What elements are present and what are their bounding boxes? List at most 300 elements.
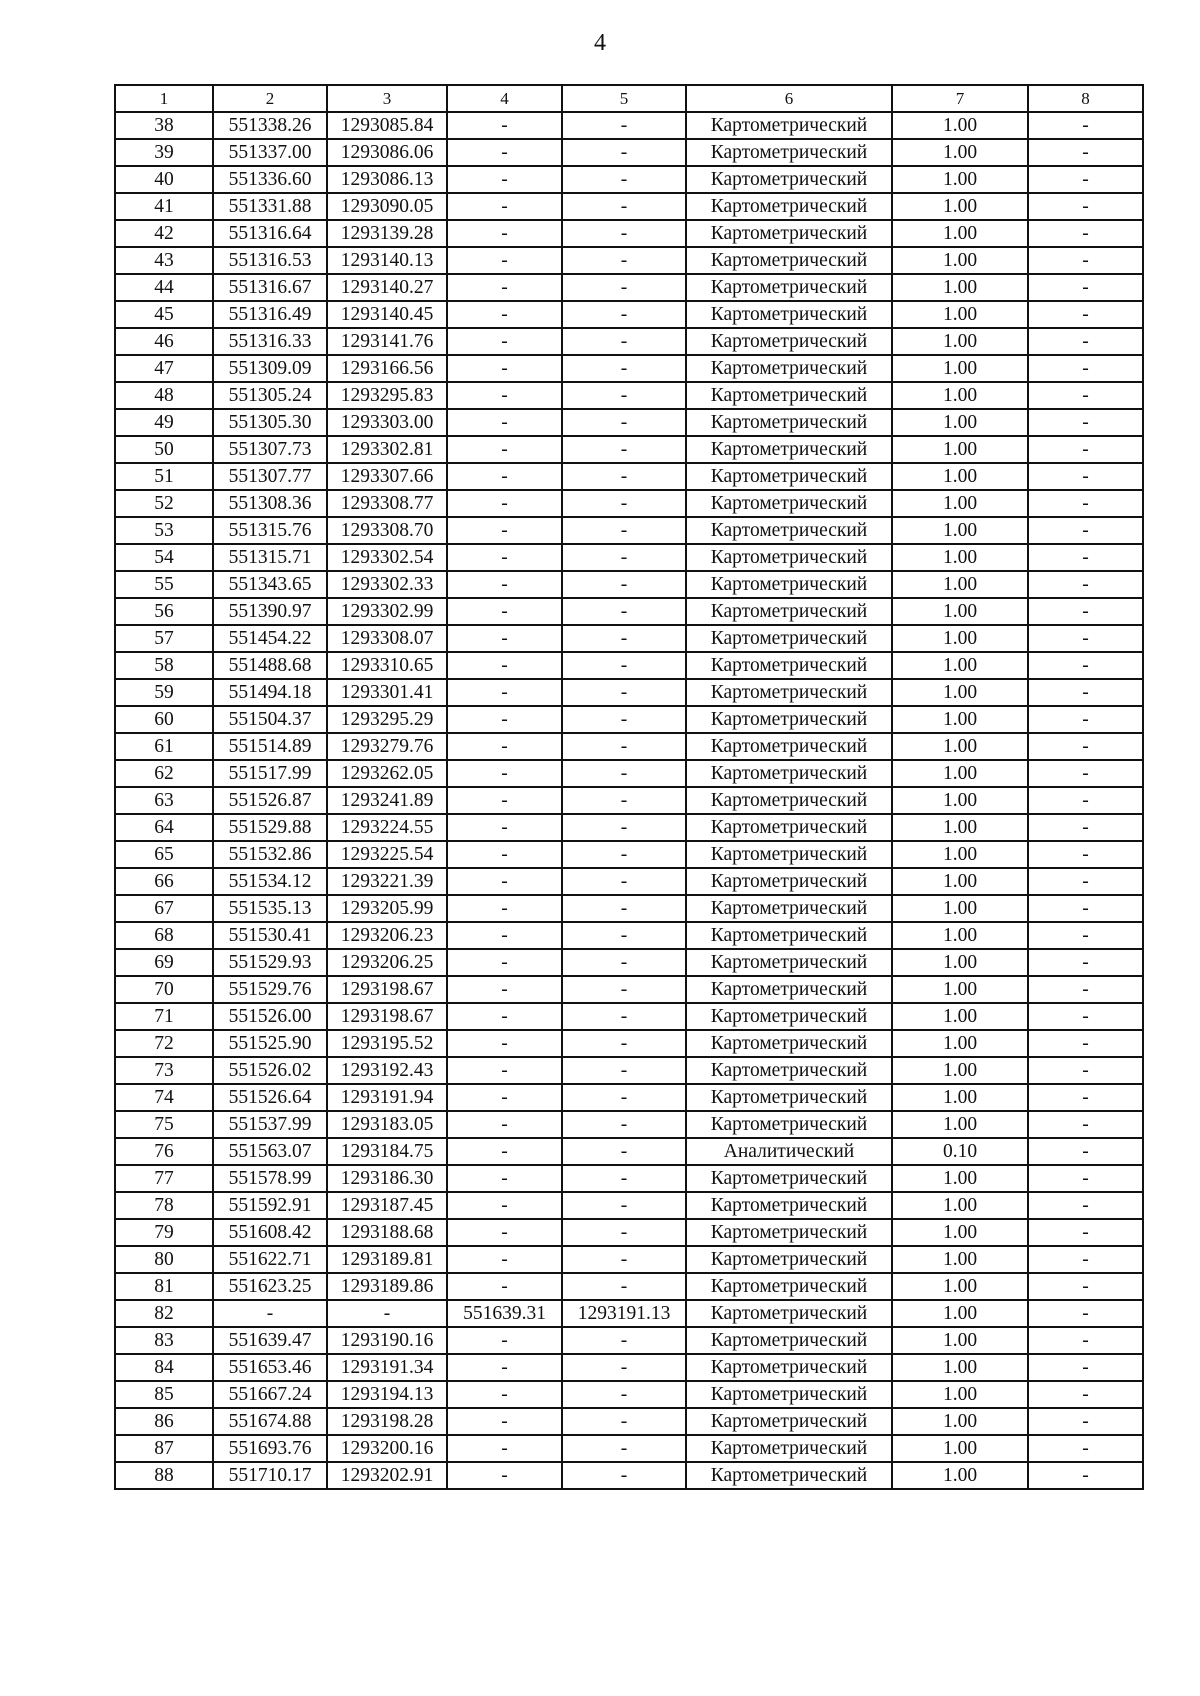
table-cell: 551537.99 <box>213 1111 327 1138</box>
table-cell: 551534.12 <box>213 868 327 895</box>
table-cell: 1.00 <box>892 949 1028 976</box>
table-cell: - <box>447 1138 562 1165</box>
table-cell: - <box>447 436 562 463</box>
table-cell: - <box>562 517 686 544</box>
table-cell: Картометрический <box>686 220 892 247</box>
table-cell: Картометрический <box>686 274 892 301</box>
column-number-cell: 1 <box>115 85 213 112</box>
table-cell: 58 <box>115 652 213 679</box>
table-row <box>115 760 1143 787</box>
table-cell: 551530.41 <box>213 922 327 949</box>
table-cell: 76 <box>115 1138 213 1165</box>
table-cell: Картометрический <box>686 355 892 382</box>
table-cell: 1.00 <box>892 1111 1028 1138</box>
table-cell: - <box>1028 625 1143 652</box>
table-cell: 551315.76 <box>213 517 327 544</box>
table-cell: - <box>1028 679 1143 706</box>
table-cell: 1.00 <box>892 382 1028 409</box>
table-cell: Картометрический <box>686 436 892 463</box>
table-cell: 1293198.67 <box>327 1003 447 1030</box>
table-cell: - <box>562 598 686 625</box>
table-cell: 68 <box>115 922 213 949</box>
table-row <box>115 436 1143 463</box>
table-cell: - <box>562 247 686 274</box>
table-cell: - <box>562 1057 686 1084</box>
table-row <box>115 1003 1143 1030</box>
table-row <box>115 328 1143 355</box>
table-cell: - <box>447 679 562 706</box>
table-cell: - <box>447 193 562 220</box>
table-row <box>115 274 1143 301</box>
column-number-cell: 7 <box>892 85 1028 112</box>
table-cell: - <box>562 1408 686 1435</box>
table-cell: 551526.02 <box>213 1057 327 1084</box>
table-cell: - <box>562 733 686 760</box>
table-cell: Картометрический <box>686 706 892 733</box>
table-cell: - <box>1028 409 1143 436</box>
table-cell: 1293183.05 <box>327 1111 447 1138</box>
table-cell: - <box>562 463 686 490</box>
table-cell: - <box>1028 1165 1143 1192</box>
table-cell: Картометрический <box>686 1327 892 1354</box>
table-cell: - <box>447 409 562 436</box>
table-cell: Картометрический <box>686 814 892 841</box>
table-cell: 551343.65 <box>213 571 327 598</box>
table-cell: - <box>447 1111 562 1138</box>
table-cell: 1.00 <box>892 976 1028 1003</box>
table-cell: 1.00 <box>892 733 1028 760</box>
table-cell: - <box>1028 1003 1143 1030</box>
table-cell: 1293301.41 <box>327 679 447 706</box>
table-cell: 52 <box>115 490 213 517</box>
table-cell: - <box>1028 220 1143 247</box>
table-cell: - <box>562 490 686 517</box>
table-cell: 39 <box>115 139 213 166</box>
table-row <box>115 1273 1143 1300</box>
table-cell: 60 <box>115 706 213 733</box>
table-cell: - <box>562 193 686 220</box>
table-cell: - <box>447 706 562 733</box>
table-cell: - <box>447 787 562 814</box>
table-row <box>115 544 1143 571</box>
table-cell: - <box>327 1300 447 1327</box>
table-cell: 1293224.55 <box>327 814 447 841</box>
table-cell: - <box>562 1084 686 1111</box>
table-cell: - <box>562 1246 686 1273</box>
column-number-cell: 6 <box>686 85 892 112</box>
table-cell: 1.00 <box>892 652 1028 679</box>
table-cell: 1293206.23 <box>327 922 447 949</box>
table-cell: 551307.77 <box>213 463 327 490</box>
table-cell: - <box>1028 598 1143 625</box>
table-cell: 1293191.34 <box>327 1354 447 1381</box>
table-cell: - <box>562 1327 686 1354</box>
table-row <box>115 463 1143 490</box>
table-cell: - <box>447 382 562 409</box>
table-cell: 1293200.16 <box>327 1435 447 1462</box>
table-cell: - <box>1028 1462 1143 1489</box>
table-cell: 1293302.81 <box>327 436 447 463</box>
table-cell: 0.10 <box>892 1138 1028 1165</box>
table-cell: - <box>1028 1111 1143 1138</box>
table-cell: 73 <box>115 1057 213 1084</box>
table-cell: Картометрический <box>686 976 892 1003</box>
table-cell: - <box>447 1273 562 1300</box>
table-cell: - <box>1028 1192 1143 1219</box>
table-cell: Картометрический <box>686 544 892 571</box>
table-cell: 83 <box>115 1327 213 1354</box>
table-cell: - <box>447 1381 562 1408</box>
table-cell: 65 <box>115 841 213 868</box>
table-cell: Картометрический <box>686 841 892 868</box>
table-cell: - <box>562 1462 686 1489</box>
table-cell: - <box>447 112 562 139</box>
table-row <box>115 490 1143 517</box>
table-cell: 1.00 <box>892 1246 1028 1273</box>
table-cell: - <box>1028 139 1143 166</box>
table-cell: - <box>562 220 686 247</box>
table-cell: 1.00 <box>892 625 1028 652</box>
table-cell: Картометрический <box>686 1165 892 1192</box>
table-cell: 54 <box>115 544 213 571</box>
table-cell: Картометрический <box>686 1408 892 1435</box>
table-cell: - <box>447 490 562 517</box>
table-cell: 551316.67 <box>213 274 327 301</box>
table-cell: - <box>562 760 686 787</box>
table-cell: Картометрический <box>686 517 892 544</box>
table-cell: Картометрический <box>686 1030 892 1057</box>
table-row <box>115 841 1143 868</box>
table-cell: 1293308.70 <box>327 517 447 544</box>
table-cell: 1.00 <box>892 1354 1028 1381</box>
table-cell: - <box>1028 274 1143 301</box>
table-row <box>115 976 1143 1003</box>
table-cell: 1293310.65 <box>327 652 447 679</box>
table-cell: 1293184.75 <box>327 1138 447 1165</box>
table-cell: 78 <box>115 1192 213 1219</box>
table-cell: - <box>447 760 562 787</box>
table-cell: - <box>562 274 686 301</box>
table-row <box>115 1408 1143 1435</box>
table-cell: - <box>447 922 562 949</box>
table-cell: - <box>562 1030 686 1057</box>
table-row <box>115 625 1143 652</box>
table-cell: - <box>1028 382 1143 409</box>
table-cell: 1293188.68 <box>327 1219 447 1246</box>
table-cell: 1.00 <box>892 1300 1028 1327</box>
table-cell: - <box>447 949 562 976</box>
table-cell: 1.00 <box>892 1435 1028 1462</box>
table-cell: 38 <box>115 112 213 139</box>
table-cell: - <box>562 1138 686 1165</box>
table-cell: 1293205.99 <box>327 895 447 922</box>
table-cell: 551454.22 <box>213 625 327 652</box>
table-cell: 1.00 <box>892 598 1028 625</box>
table-cell: - <box>1028 463 1143 490</box>
table-cell: Картометрический <box>686 787 892 814</box>
table-cell: - <box>562 1165 686 1192</box>
table-cell: - <box>562 544 686 571</box>
table-cell: Картометрический <box>686 1003 892 1030</box>
table-row <box>115 598 1143 625</box>
table-cell: - <box>447 976 562 1003</box>
table-row <box>115 868 1143 895</box>
table-cell: Картометрический <box>686 328 892 355</box>
table-row <box>115 949 1143 976</box>
table-cell: 1.00 <box>892 1462 1028 1489</box>
table-cell: 1293090.05 <box>327 193 447 220</box>
table-cell: - <box>1028 1138 1143 1165</box>
table-cell: 50 <box>115 436 213 463</box>
table-cell: 1293295.29 <box>327 706 447 733</box>
table-cell: 551693.76 <box>213 1435 327 1462</box>
table-cell: - <box>562 976 686 1003</box>
table-cell: 551563.07 <box>213 1138 327 1165</box>
table-cell: - <box>1028 301 1143 328</box>
table-row <box>115 679 1143 706</box>
table-cell: - <box>1028 112 1143 139</box>
page-number: 4 <box>594 30 606 56</box>
table-cell: - <box>1028 247 1143 274</box>
table-cell: 1293190.16 <box>327 1327 447 1354</box>
table-cell: 1.00 <box>892 1273 1028 1300</box>
table-row <box>115 382 1143 409</box>
table-cell: - <box>1028 544 1143 571</box>
table-cell: Картометрический <box>686 922 892 949</box>
table-row <box>115 1192 1143 1219</box>
table-cell: 55 <box>115 571 213 598</box>
table-cell: 1.00 <box>892 787 1028 814</box>
table-cell: - <box>447 895 562 922</box>
table-cell: 1.00 <box>892 220 1028 247</box>
table-cell: - <box>1028 1057 1143 1084</box>
table-cell: 551529.88 <box>213 814 327 841</box>
table-cell: - <box>447 1354 562 1381</box>
table-cell: 1293221.39 <box>327 868 447 895</box>
table-cell: 82 <box>115 1300 213 1327</box>
table-cell: 1293139.28 <box>327 220 447 247</box>
table-cell: - <box>1028 571 1143 598</box>
table-cell: - <box>562 382 686 409</box>
table-cell: 1.00 <box>892 328 1028 355</box>
table-cell: Картометрический <box>686 1192 892 1219</box>
table-row <box>115 922 1143 949</box>
table-cell: - <box>1028 706 1143 733</box>
table-cell: 551623.25 <box>213 1273 327 1300</box>
table-cell: 1.00 <box>892 139 1028 166</box>
table-cell: - <box>1028 1030 1143 1057</box>
table-cell: 551535.13 <box>213 895 327 922</box>
coordinates-table <box>114 84 1144 1490</box>
table-cell: - <box>562 409 686 436</box>
table-cell: 1.00 <box>892 301 1028 328</box>
table-cell: - <box>447 814 562 841</box>
table-cell: 62 <box>115 760 213 787</box>
table-cell: 1.00 <box>892 1408 1028 1435</box>
table-cell: - <box>1028 922 1143 949</box>
table-cell: 1.00 <box>892 544 1028 571</box>
table-cell: 551529.76 <box>213 976 327 1003</box>
table-cell: 1.00 <box>892 1084 1028 1111</box>
table-cell: 1293189.81 <box>327 1246 447 1273</box>
table-cell: - <box>447 166 562 193</box>
table-cell: - <box>447 328 562 355</box>
table-cell: - <box>1028 490 1143 517</box>
table-row <box>115 1327 1143 1354</box>
table-cell: - <box>1028 1354 1143 1381</box>
table-row <box>115 733 1143 760</box>
table-row <box>115 355 1143 382</box>
table-row <box>115 409 1143 436</box>
table-cell: - <box>1028 949 1143 976</box>
table-cell: 1293225.54 <box>327 841 447 868</box>
table-cell: 85 <box>115 1381 213 1408</box>
table-cell: 1.00 <box>892 760 1028 787</box>
table-cell: 1.00 <box>892 922 1028 949</box>
table-cell: - <box>562 1381 686 1408</box>
table-cell: - <box>562 949 686 976</box>
table-cell: Картометрический <box>686 139 892 166</box>
table-cell: Картометрический <box>686 1462 892 1489</box>
table-cell: - <box>447 1219 562 1246</box>
table-cell: Картометрический <box>686 733 892 760</box>
table-cell: 551578.99 <box>213 1165 327 1192</box>
table-cell: 551526.00 <box>213 1003 327 1030</box>
table-row <box>115 166 1143 193</box>
table-cell: 1293191.94 <box>327 1084 447 1111</box>
table-cell: - <box>1028 436 1143 463</box>
table-row <box>115 1300 1143 1327</box>
table-cell: - <box>562 1435 686 1462</box>
table-cell: 67 <box>115 895 213 922</box>
table-row <box>115 814 1143 841</box>
table-cell: - <box>562 301 686 328</box>
table-cell: - <box>1028 193 1143 220</box>
table-cell: - <box>562 1111 686 1138</box>
table-cell: - <box>1028 1381 1143 1408</box>
table-cell: 47 <box>115 355 213 382</box>
table-cell: - <box>447 1192 562 1219</box>
table-cell: - <box>1028 760 1143 787</box>
table-cell: - <box>447 1246 562 1273</box>
table-cell: Картометрический <box>686 625 892 652</box>
table-cell: 71 <box>115 1003 213 1030</box>
table-cell: 1293140.45 <box>327 301 447 328</box>
column-number-cell: 2 <box>213 85 327 112</box>
table-cell: - <box>1028 895 1143 922</box>
table-cell: 1293140.27 <box>327 274 447 301</box>
table-row <box>115 517 1143 544</box>
table-cell: - <box>562 922 686 949</box>
table-cell: 551504.37 <box>213 706 327 733</box>
table-cell: 551525.90 <box>213 1030 327 1057</box>
table-cell: 551494.18 <box>213 679 327 706</box>
table-row <box>115 1165 1143 1192</box>
table-cell: 551517.99 <box>213 760 327 787</box>
table-cell: 551488.68 <box>213 652 327 679</box>
table-cell: - <box>562 1219 686 1246</box>
table-cell: - <box>562 895 686 922</box>
table-cell: 551336.60 <box>213 166 327 193</box>
table-cell: 79 <box>115 1219 213 1246</box>
table-row <box>115 1057 1143 1084</box>
table-cell: 1.00 <box>892 517 1028 544</box>
table-cell: 551529.93 <box>213 949 327 976</box>
column-number-cell: 4 <box>447 85 562 112</box>
table-cell: - <box>447 1084 562 1111</box>
table-cell: - <box>447 1462 562 1489</box>
table-cell: 1.00 <box>892 1057 1028 1084</box>
table-cell: - <box>562 328 686 355</box>
table-cell: - <box>1028 652 1143 679</box>
table-cell: 1.00 <box>892 1165 1028 1192</box>
table-cell: 551316.33 <box>213 328 327 355</box>
table-cell: Картометрический <box>686 463 892 490</box>
table-row <box>115 1138 1143 1165</box>
table-cell: 1293308.77 <box>327 490 447 517</box>
table-cell: - <box>447 220 562 247</box>
table-cell: 1293141.76 <box>327 328 447 355</box>
table-cell: - <box>562 787 686 814</box>
table-cell: Картометрический <box>686 949 892 976</box>
table-cell: 1.00 <box>892 814 1028 841</box>
table-cell: - <box>1028 1408 1143 1435</box>
table-cell: 1293302.54 <box>327 544 447 571</box>
table-cell: 551316.53 <box>213 247 327 274</box>
table-cell: - <box>447 571 562 598</box>
table-cell: - <box>447 733 562 760</box>
column-number-cell: 8 <box>1028 85 1143 112</box>
table-cell: - <box>1028 328 1143 355</box>
table-cell: Картометрический <box>686 679 892 706</box>
table-cell: 1293140.13 <box>327 247 447 274</box>
table-cell: Картометрический <box>686 490 892 517</box>
table-cell: 1293189.86 <box>327 1273 447 1300</box>
table-cell: 1293302.99 <box>327 598 447 625</box>
table-cell: - <box>447 1003 562 1030</box>
table-cell: 551532.86 <box>213 841 327 868</box>
table-cell: - <box>562 571 686 598</box>
table-cell: 551316.49 <box>213 301 327 328</box>
table-cell: Картометрический <box>686 301 892 328</box>
table-cell: Картометрический <box>686 1057 892 1084</box>
table-cell: 1.00 <box>892 1327 1028 1354</box>
table-cell: - <box>447 517 562 544</box>
table-cell: 1.00 <box>892 490 1028 517</box>
table-row <box>115 1030 1143 1057</box>
table-cell: Картометрический <box>686 1300 892 1327</box>
table-cell: 1293086.06 <box>327 139 447 166</box>
table-cell: 81 <box>115 1273 213 1300</box>
table-cell: 72 <box>115 1030 213 1057</box>
table-cell: 86 <box>115 1408 213 1435</box>
table-cell: 43 <box>115 247 213 274</box>
table-cell: - <box>1028 166 1143 193</box>
table-cell: - <box>447 301 562 328</box>
table-cell: Картометрический <box>686 1435 892 1462</box>
table-cell: - <box>562 112 686 139</box>
table-cell: - <box>1028 1084 1143 1111</box>
table-cell: 1.00 <box>892 1192 1028 1219</box>
table-row <box>115 787 1143 814</box>
table-cell: 84 <box>115 1354 213 1381</box>
table-cell: 66 <box>115 868 213 895</box>
table-cell: - <box>1028 841 1143 868</box>
table-cell: - <box>447 1435 562 1462</box>
table-cell: 551337.00 <box>213 139 327 166</box>
table-row <box>115 301 1143 328</box>
table-cell: 551653.46 <box>213 1354 327 1381</box>
